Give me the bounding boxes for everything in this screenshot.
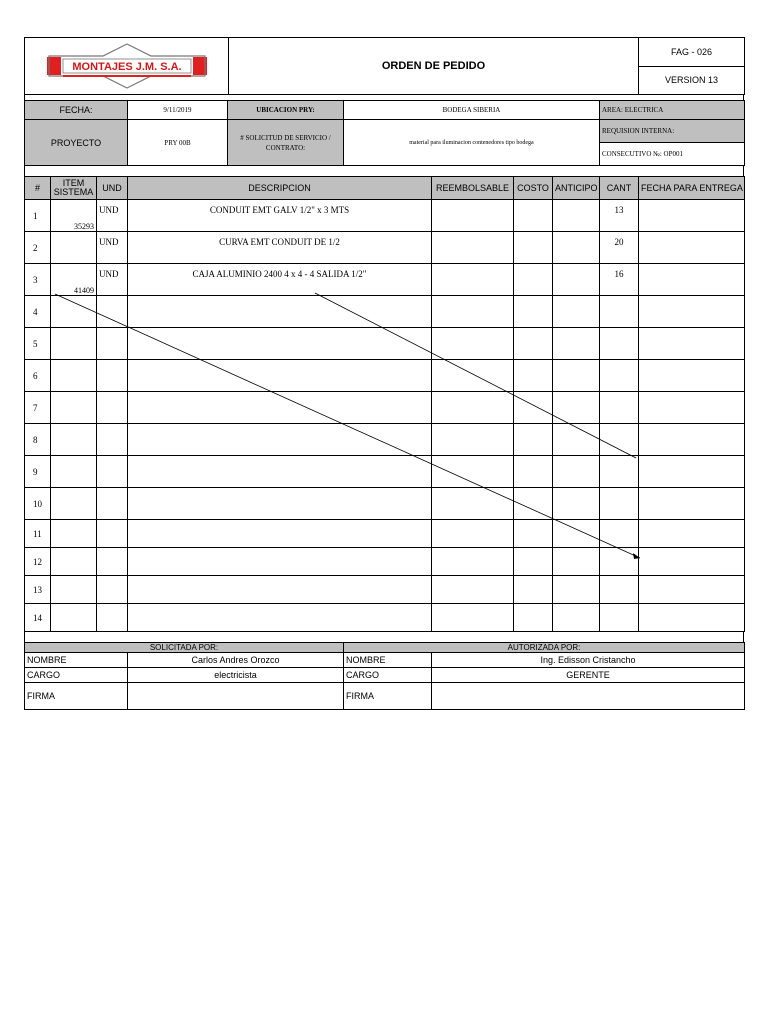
row-item-sistema <box>51 576 97 604</box>
row-number: 9 <box>25 456 51 488</box>
proyecto-value: PRY 00B <box>128 120 228 166</box>
table-row <box>25 604 745 632</box>
solicitada-nombre: Carlos Andres Orozco <box>128 653 344 668</box>
row-costo <box>514 328 553 360</box>
row-und <box>97 360 128 392</box>
row-costo <box>514 200 553 232</box>
row-anticipo <box>553 548 600 576</box>
row-reembolsable <box>432 424 514 456</box>
row-item-sistema <box>51 392 97 424</box>
row-item-sistema <box>51 360 97 392</box>
autorizada-heading: AUTORIZADA POR: <box>344 643 745 653</box>
row-reembolsable <box>432 520 514 548</box>
row-item-sistema <box>51 424 97 456</box>
row-reembolsable <box>432 360 514 392</box>
row-anticipo <box>553 488 600 520</box>
row-number: 14 <box>25 604 51 632</box>
firma-label: FIRMA <box>25 683 128 710</box>
row-number: 5 <box>25 328 51 360</box>
row-number: 11 <box>25 520 51 548</box>
row-costo <box>514 360 553 392</box>
row-cant: 13 <box>600 200 639 232</box>
row-reembolsable <box>432 456 514 488</box>
row-number: 3 <box>25 264 51 296</box>
solicitada-firma <box>128 683 344 710</box>
col-costo: COSTO <box>514 177 553 200</box>
row-reembolsable <box>432 328 514 360</box>
area-label: AREA: ELECTRICA <box>600 101 745 120</box>
col-anticipo: ANTICIPO <box>553 177 600 200</box>
row-fecha-entrega <box>639 328 745 360</box>
table-row <box>25 488 745 520</box>
col-number: # <box>25 177 51 200</box>
row-reembolsable <box>432 296 514 328</box>
row-fecha-entrega <box>639 456 745 488</box>
row-anticipo <box>553 456 600 488</box>
row-reembolsable <box>432 232 514 264</box>
row-descripcion <box>128 604 432 632</box>
row-item-sistema <box>51 456 97 488</box>
logo-cell <box>25 38 229 95</box>
row-fecha-entrega <box>639 424 745 456</box>
table-row <box>25 264 745 296</box>
row-fecha-entrega <box>639 548 745 576</box>
row-costo <box>514 264 553 296</box>
row-number: 12 <box>25 548 51 576</box>
table-row <box>25 360 745 392</box>
row-number: 4 <box>25 296 51 328</box>
row-und <box>97 424 128 456</box>
row-number: 6 <box>25 360 51 392</box>
row-number: 13 <box>25 576 51 604</box>
row-number: 10 <box>25 488 51 520</box>
solicitud-value: material para iluminacion contenedores tipo bodega <box>344 120 600 166</box>
row-descripcion: CONDUIT EMT GALV 1/2" x 3 MTS <box>128 200 432 232</box>
row-cant <box>600 392 639 424</box>
row-anticipo <box>553 232 600 264</box>
row-descripcion <box>128 548 432 576</box>
row-und <box>97 296 128 328</box>
row-item-sistema <box>51 604 97 632</box>
nombre-label: NOMBRE <box>344 653 432 668</box>
col-fecha-entrega: FECHA PARA ENTREGA <box>639 177 745 200</box>
table-row <box>25 200 745 232</box>
table-row <box>25 392 745 424</box>
autorizada-nombre: Ing. Edisson Cristancho <box>432 653 745 668</box>
row-fecha-entrega <box>639 604 745 632</box>
row-costo <box>514 576 553 604</box>
solicitud-label: # SOLICITUD DE SERVICIO / CONTRATO: <box>228 120 344 166</box>
cargo-label: CARGO <box>25 668 128 683</box>
row-descripcion <box>128 424 432 456</box>
row-fecha-entrega <box>639 360 745 392</box>
row-cant <box>600 456 639 488</box>
ubicacion-value: BODEGA SIBERIA <box>344 101 600 120</box>
row-reembolsable <box>432 548 514 576</box>
row-und: UND <box>97 232 128 264</box>
row-fecha-entrega <box>639 296 745 328</box>
row-anticipo <box>553 576 600 604</box>
row-descripcion <box>128 392 432 424</box>
table-row <box>25 548 745 576</box>
row-cant <box>600 520 639 548</box>
row-descripcion <box>128 328 432 360</box>
row-costo <box>514 456 553 488</box>
logo-text: MONTAJES J.M. S.A. <box>71 61 182 73</box>
row-costo <box>514 604 553 632</box>
row-item-sistema <box>51 296 97 328</box>
row-descripcion <box>128 488 432 520</box>
row-anticipo <box>553 604 600 632</box>
row-descripcion <box>128 456 432 488</box>
row-number: 8 <box>25 424 51 456</box>
col-cant: CANT <box>600 177 639 200</box>
row-und <box>97 576 128 604</box>
row-reembolsable <box>432 604 514 632</box>
row-descripcion <box>128 576 432 604</box>
items-table <box>24 176 745 632</box>
row-costo <box>514 392 553 424</box>
autorizada-cargo: GERENTE <box>432 668 745 683</box>
row-item-sistema <box>51 488 97 520</box>
row-und <box>97 392 128 424</box>
row-fecha-entrega <box>639 232 745 264</box>
table-row <box>25 296 745 328</box>
form-title: ORDEN DE PEDIDO <box>229 38 639 95</box>
order-form <box>24 37 744 710</box>
table-row <box>25 520 745 548</box>
row-costo <box>514 520 553 548</box>
row-number: 7 <box>25 392 51 424</box>
row-und <box>97 548 128 576</box>
row-item-sistema <box>51 548 97 576</box>
signature-table <box>24 642 745 710</box>
table-row <box>25 232 745 264</box>
items-header <box>25 177 745 200</box>
row-anticipo <box>553 296 600 328</box>
requision-label: REQUISION INTERNA: <box>600 120 745 143</box>
row-descripcion <box>128 296 432 328</box>
row-und: UND <box>97 264 128 296</box>
spacer <box>24 632 744 642</box>
row-descripcion: CURVA EMT CONDUIT DE 1/2 <box>128 232 432 264</box>
row-und <box>97 520 128 548</box>
col-descripcion: DESCRIPCION <box>128 177 432 200</box>
row-fecha-entrega <box>639 488 745 520</box>
row-reembolsable <box>432 576 514 604</box>
fecha-label: FECHA: <box>25 101 128 120</box>
row-fecha-entrega <box>639 392 745 424</box>
row-fecha-entrega <box>639 264 745 296</box>
row-anticipo <box>553 392 600 424</box>
row-reembolsable <box>432 200 514 232</box>
solicitada-heading: SOLICITADA POR: <box>25 643 344 653</box>
row-item-sistema <box>51 328 97 360</box>
company-logo <box>45 42 209 90</box>
row-cant: 16 <box>600 264 639 296</box>
row-item-sistema <box>51 520 97 548</box>
row-reembolsable <box>432 264 514 296</box>
row-und <box>97 604 128 632</box>
row-anticipo <box>553 328 600 360</box>
ubicacion-label: UBICACION PRY: <box>228 101 344 120</box>
cargo-label: CARGO <box>344 668 432 683</box>
row-reembolsable <box>432 392 514 424</box>
form-version: VERSION 13 <box>639 66 745 95</box>
row-costo <box>514 232 553 264</box>
col-reembolsable: REEMBOLSABLE <box>432 177 514 200</box>
row-anticipo <box>553 264 600 296</box>
row-costo <box>514 488 553 520</box>
row-und: UND <box>97 200 128 232</box>
row-number: 2 <box>25 232 51 264</box>
row-reembolsable <box>432 488 514 520</box>
info-table <box>24 100 745 166</box>
solicitada-cargo: electricista <box>128 668 344 683</box>
header-table <box>24 37 745 95</box>
row-und <box>97 328 128 360</box>
row-item-sistema <box>51 232 97 264</box>
row-cant: 20 <box>600 232 639 264</box>
row-anticipo <box>553 520 600 548</box>
table-row <box>25 424 745 456</box>
row-fecha-entrega <box>639 576 745 604</box>
row-anticipo <box>553 360 600 392</box>
row-fecha-entrega <box>639 200 745 232</box>
fecha-value: 9/11/2019 <box>128 101 228 120</box>
row-costo <box>514 424 553 456</box>
row-costo <box>514 548 553 576</box>
row-descripcion <box>128 360 432 392</box>
row-cant <box>600 328 639 360</box>
proyecto-label: PROYECTO <box>25 120 128 166</box>
items-body <box>25 200 745 632</box>
firma-label: FIRMA <box>344 683 432 710</box>
col-und: UND <box>97 177 128 200</box>
row-anticipo <box>553 200 600 232</box>
row-und <box>97 456 128 488</box>
form-code: FAG - 026 <box>639 38 745 67</box>
table-row <box>25 576 745 604</box>
table-row <box>25 456 745 488</box>
row-item-sistema: 41409 <box>51 264 97 296</box>
row-number: 1 <box>25 200 51 232</box>
row-anticipo <box>553 424 600 456</box>
row-cant <box>600 360 639 392</box>
row-fecha-entrega <box>639 520 745 548</box>
row-costo <box>514 296 553 328</box>
row-cant <box>600 488 639 520</box>
row-descripcion <box>128 520 432 548</box>
row-cant <box>600 296 639 328</box>
row-und <box>97 488 128 520</box>
row-cant <box>600 424 639 456</box>
row-cant <box>600 604 639 632</box>
row-cant <box>600 548 639 576</box>
row-cant <box>600 576 639 604</box>
row-item-sistema: 35293 <box>51 200 97 232</box>
col-item-sistema: ITEM SISTEMA <box>51 177 97 200</box>
consecutivo-label: CONSECUTIVO №: OP001 <box>600 143 745 166</box>
autorizada-firma <box>432 683 745 710</box>
spacer <box>24 166 744 176</box>
nombre-label: NOMBRE <box>25 653 128 668</box>
table-row <box>25 328 745 360</box>
row-descripcion: CAJA ALUMINIO 2400 4 x 4 - 4 SALIDA 1/2" <box>128 264 432 296</box>
